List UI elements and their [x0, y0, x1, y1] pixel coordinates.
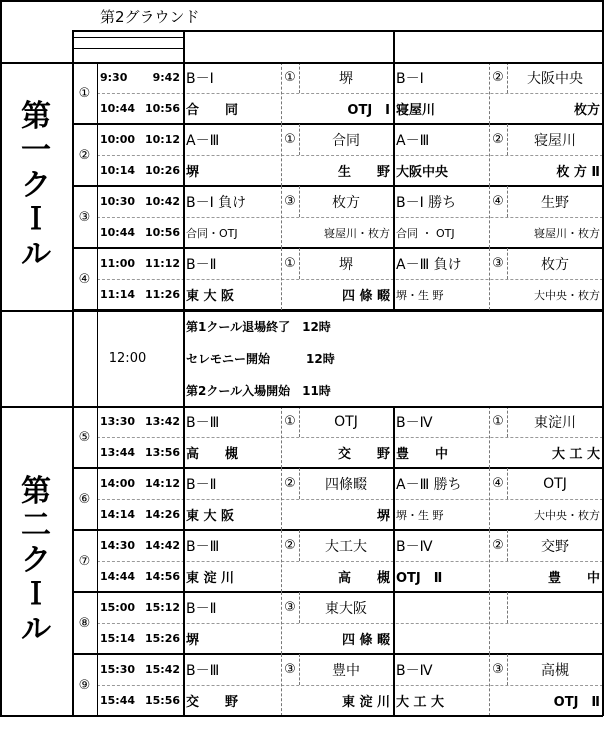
start-time: 14:30 [100, 539, 136, 552]
end-time: 15:42 [144, 663, 180, 676]
start-time: 11:14 [100, 288, 136, 301]
team-a: 合同 ・ OTJ [396, 226, 455, 240]
match-number: ⑥ [78, 491, 91, 507]
team-a: 合同・OTJ [186, 226, 238, 240]
dashed-row-divider [97, 685, 603, 686]
grid-line [393, 592, 395, 654]
dashed-divider [299, 592, 300, 623]
team-a: 堺 [186, 633, 200, 648]
match-number: ③ [78, 209, 91, 225]
team-b: 高 槻 [337, 571, 390, 586]
team-name: 高槻 [541, 662, 569, 679]
team-a: 堺・生 野 [396, 508, 444, 522]
dashed-divider [281, 124, 282, 186]
start-time: 10:30 [100, 195, 136, 208]
division-label: A－Ⅲ 負け [396, 256, 462, 273]
team-b: 四 條 畷 [341, 633, 390, 648]
division-label: A－Ⅲ 勝ち [396, 476, 462, 493]
ceremony-line: セレモニー開始 12時 [186, 351, 335, 366]
team-a: OTJ Ⅱ [396, 571, 443, 586]
dashed-divider [489, 62, 490, 124]
grid-line [183, 62, 185, 124]
match-number: ① [78, 85, 91, 101]
grid-line [183, 654, 185, 716]
end-time: 13:42 [144, 415, 180, 428]
match-time [97, 499, 183, 530]
dashed-divider [299, 468, 300, 499]
team-a: 東 大 阪 [186, 509, 235, 524]
grid-line [602, 0, 604, 716]
end-time: 10:56 [144, 102, 180, 115]
dashed-divider [489, 530, 490, 592]
club-label-char: Ｉ [21, 577, 51, 613]
match-number: ⑦ [78, 553, 91, 569]
group-number: ③ [492, 662, 504, 677]
dashed-divider [507, 62, 508, 93]
division-label: B－Ⅳ [396, 538, 433, 555]
group-number: ④ [492, 476, 504, 491]
end-time: 10:12 [144, 133, 180, 146]
match-time [97, 124, 183, 155]
dashed-divider [281, 406, 282, 468]
dashed-divider [281, 186, 282, 248]
dashed-divider [507, 186, 508, 217]
club-label-char: 第 [21, 98, 51, 134]
team-b: 交 野 [337, 447, 390, 462]
group-number: ② [284, 538, 296, 553]
grid-line [183, 248, 185, 310]
grid-line [72, 48, 183, 49]
end-time: 15:26 [144, 632, 180, 645]
dashed-divider [299, 406, 300, 437]
group-number: ④ [492, 194, 504, 209]
group-number: ③ [284, 662, 296, 677]
match-time [97, 685, 183, 716]
team-name: 東淀川 [534, 414, 576, 431]
grid-line [183, 406, 185, 468]
team-name: 堺 [339, 70, 353, 87]
team-name: 交野 [541, 538, 569, 555]
match-time [97, 468, 183, 499]
division-label: B－Ⅰ [186, 70, 214, 87]
grid-line [0, 0, 2, 716]
division-label: A－Ⅲ [396, 132, 430, 149]
grid-line [0, 62, 603, 64]
division-label: B－Ⅰ [396, 70, 424, 87]
page-title: 第2グラウンド [100, 8, 200, 26]
group-number: ① [284, 256, 296, 271]
match-time [97, 623, 183, 654]
grid-line [183, 530, 185, 592]
team-a: 堺 [186, 165, 200, 180]
grid-line [97, 62, 98, 124]
team-name: 四條畷 [325, 476, 367, 493]
team-a [393, 623, 497, 654]
group-number: ② [492, 70, 504, 85]
team-a: 大阪中央 [396, 165, 449, 180]
match-time [97, 279, 183, 310]
ceremony-time: 12:00 [108, 350, 147, 366]
start-time: 10:00 [100, 133, 136, 146]
grid-line [0, 715, 603, 717]
end-time: 10:26 [144, 164, 180, 177]
grid-line [393, 186, 395, 248]
grid-line [183, 592, 185, 654]
team-b: OTJ Ⅰ [347, 103, 390, 118]
division-label: B－Ⅲ [186, 662, 220, 679]
team-name: 東大阪 [325, 600, 367, 617]
ceremony-line: 第1クール退場終了 12時 [186, 319, 331, 334]
group-number: ② [492, 538, 504, 553]
dashed-divider [299, 124, 300, 155]
team-b: 四 條 畷 [341, 289, 390, 304]
team-b: 寝屋川・枚方 [534, 226, 600, 240]
dashed-divider [489, 248, 490, 310]
end-time: 10:42 [144, 195, 180, 208]
schedule-table [0, 30, 604, 730]
match-time [97, 406, 183, 437]
start-time: 10:14 [100, 164, 136, 177]
grid-line [97, 124, 98, 186]
match-time [97, 592, 183, 623]
club-label-char: 第 [21, 473, 51, 509]
team-b: 寝屋川・枚方 [324, 226, 390, 240]
division-label: B－Ⅱ [186, 476, 217, 493]
grid-line [72, 30, 603, 32]
dashed-divider [507, 248, 508, 279]
match-time [97, 186, 183, 217]
start-time: 15:00 [100, 601, 136, 614]
group-number: ① [284, 70, 296, 85]
group-number: ① [284, 414, 296, 429]
start-time: 10:44 [100, 226, 136, 239]
group-number: ③ [492, 256, 504, 271]
team-name [507, 592, 603, 623]
end-time: 10:56 [144, 226, 180, 239]
team-a: 合 同 [186, 103, 239, 118]
team-b: 枚 方 Ⅱ [556, 165, 600, 180]
end-time: 14:42 [144, 539, 180, 552]
grid-line [393, 654, 395, 716]
grid-line [72, 30, 74, 716]
court-header-2 [393, 30, 603, 62]
team-a: 高 槻 [186, 447, 239, 462]
match-time [97, 155, 183, 186]
group-number: ③ [284, 194, 296, 209]
group-number: ② [492, 132, 504, 147]
grid-line [0, 0, 603, 2]
grid-line [97, 186, 98, 248]
team-a: 堺・生 野 [396, 288, 444, 302]
dashed-divider [489, 124, 490, 186]
dashed-row-divider [97, 561, 603, 562]
match-time [97, 561, 183, 592]
grid-line [97, 248, 98, 310]
team-b: 生 野 [337, 165, 390, 180]
team-name: 合同 [332, 132, 360, 149]
dashed-divider [489, 186, 490, 248]
team-name: 堺 [339, 256, 353, 273]
division-label: B－Ⅱ [186, 256, 217, 273]
team-name: 大工大 [325, 538, 367, 555]
group-number: ① [284, 132, 296, 147]
division-label: B－Ⅲ [186, 538, 220, 555]
dashed-divider [507, 406, 508, 437]
dashed-row-divider [97, 155, 603, 156]
match-time [97, 217, 183, 248]
club-label-1 [0, 62, 72, 310]
grid-line [97, 530, 98, 592]
dashed-divider [299, 186, 300, 217]
grid-line [183, 468, 185, 530]
start-time: 14:14 [100, 508, 136, 521]
club-label-char: ル [21, 611, 51, 647]
team-a: 大 工 大 [396, 695, 445, 710]
start-time: 14:44 [100, 570, 136, 583]
start-time: 13:44 [100, 446, 136, 459]
division-label: B－Ⅱ [186, 600, 217, 617]
grid-line [183, 124, 185, 186]
division-label: B－Ⅰ 勝ち [396, 194, 457, 211]
ceremony-line: 第2クール入場開始 11時 [186, 383, 331, 398]
dashed-row-divider [97, 279, 603, 280]
dashed-divider [299, 62, 300, 93]
group-number: ③ [284, 600, 296, 615]
court-header-1 [183, 30, 393, 62]
match-time [97, 248, 183, 279]
match-time [97, 62, 183, 93]
dashed-divider [507, 654, 508, 685]
division-label: B－Ⅳ [396, 662, 433, 679]
dashed-divider [507, 592, 508, 623]
grid-line [72, 37, 183, 38]
dashed-divider [281, 530, 282, 592]
dashed-divider [281, 654, 282, 716]
start-time: 9:30 [100, 71, 128, 84]
team-name: 大阪中央 [527, 70, 583, 87]
team-name: 寝屋川 [534, 132, 576, 149]
match-number: ⑤ [78, 429, 91, 445]
group-number: ① [492, 414, 504, 429]
dashed-divider [281, 592, 282, 654]
club-label-2 [0, 406, 72, 716]
start-time: 13:30 [100, 415, 136, 428]
dashed-row-divider [97, 93, 603, 94]
division-label: A－Ⅲ [186, 132, 220, 149]
team-b: 東 淀 川 [341, 695, 390, 710]
dashed-divider [507, 468, 508, 499]
dashed-divider [489, 468, 490, 530]
match-number: ④ [78, 271, 91, 287]
start-time: 15:44 [100, 694, 136, 707]
team-b: 枚方 [573, 103, 600, 118]
end-time: 15:56 [144, 694, 180, 707]
dashed-divider [489, 592, 490, 654]
dashed-divider [507, 530, 508, 561]
match-time [97, 437, 183, 468]
club-label-char: ク [21, 542, 51, 578]
end-time: 14:56 [144, 570, 180, 583]
team-b [497, 623, 603, 654]
dashed-divider [507, 124, 508, 155]
grid-line [393, 406, 395, 468]
start-time: 14:00 [100, 477, 136, 490]
start-time: 15:30 [100, 663, 136, 676]
group-number: ② [284, 476, 296, 491]
dashed-divider [489, 654, 490, 716]
match-time [97, 93, 183, 124]
start-time: 15:14 [100, 632, 136, 645]
dashed-divider [281, 468, 282, 530]
team-name: OTJ [543, 475, 567, 492]
grid-line [183, 310, 185, 406]
team-a: 東 大 阪 [186, 289, 235, 304]
division-label: B－Ⅳ [396, 414, 433, 431]
grid-line [393, 30, 395, 62]
grid-line [183, 30, 185, 62]
match-number: ② [78, 147, 91, 163]
match-number: ⑧ [78, 615, 91, 631]
grid-line [97, 654, 98, 716]
club-label-char: Ｉ [21, 202, 51, 238]
match-time [97, 530, 183, 561]
dashed-row-divider [97, 499, 603, 500]
end-time: 9:42 [152, 71, 180, 84]
grid-line [393, 468, 395, 530]
club-label-char: 一 [21, 133, 51, 169]
group-number [489, 592, 507, 623]
grid-line [393, 248, 395, 310]
club-label-char: 二 [21, 508, 51, 544]
dashed-row-divider [97, 437, 603, 438]
dashed-row-divider [97, 623, 603, 624]
dashed-divider [299, 530, 300, 561]
grid-line [0, 406, 603, 408]
team-b: 大 工 大 [551, 447, 600, 462]
club-label-char: ク [21, 167, 51, 203]
grid-line [97, 406, 98, 468]
team-name: OTJ [334, 413, 358, 430]
grid-line [393, 124, 395, 186]
grid-line [97, 310, 98, 406]
dashed-divider [489, 406, 490, 468]
end-time: 15:12 [144, 601, 180, 614]
division-label: B－Ⅰ 負け [186, 194, 247, 211]
team-name: 生野 [541, 194, 569, 211]
team-a: 交 野 [186, 695, 239, 710]
dashed-divider [281, 248, 282, 310]
end-time: 13:56 [144, 446, 180, 459]
team-a: 東 淀 川 [186, 571, 235, 586]
grid-line [183, 186, 185, 248]
grid-line [393, 530, 395, 592]
end-time: 11:12 [144, 257, 180, 270]
team-a: 寝屋川 [396, 103, 436, 118]
division-label: B－Ⅲ [186, 414, 220, 431]
grid-line [97, 468, 98, 530]
team-a: 豊 中 [396, 447, 449, 462]
club-label-char: ル [21, 236, 51, 272]
start-time: 11:00 [100, 257, 136, 270]
dashed-divider [299, 248, 300, 279]
match-time [97, 654, 183, 685]
team-b: 堺 [376, 509, 390, 524]
team-name: 枚方 [332, 194, 360, 211]
team-name: 枚方 [541, 256, 569, 273]
end-time: 14:12 [144, 477, 180, 490]
grid-line [393, 62, 395, 124]
start-time: 10:44 [100, 102, 136, 115]
dashed-divider [281, 62, 282, 124]
end-time: 11:26 [144, 288, 180, 301]
dashed-divider [299, 654, 300, 685]
team-name: 豊中 [332, 662, 360, 679]
team-b: 豊 中 [547, 571, 600, 586]
grid-line [0, 310, 603, 312]
dashed-row-divider [97, 217, 603, 218]
team-b: 大中央・枚方 [534, 508, 600, 522]
match-number: ⑨ [78, 677, 91, 693]
team-b: OTJ Ⅱ [553, 695, 600, 710]
division-label [393, 592, 489, 623]
grid-line [97, 592, 98, 654]
end-time: 14:26 [144, 508, 180, 521]
team-b: 大中央・枚方 [534, 288, 600, 302]
